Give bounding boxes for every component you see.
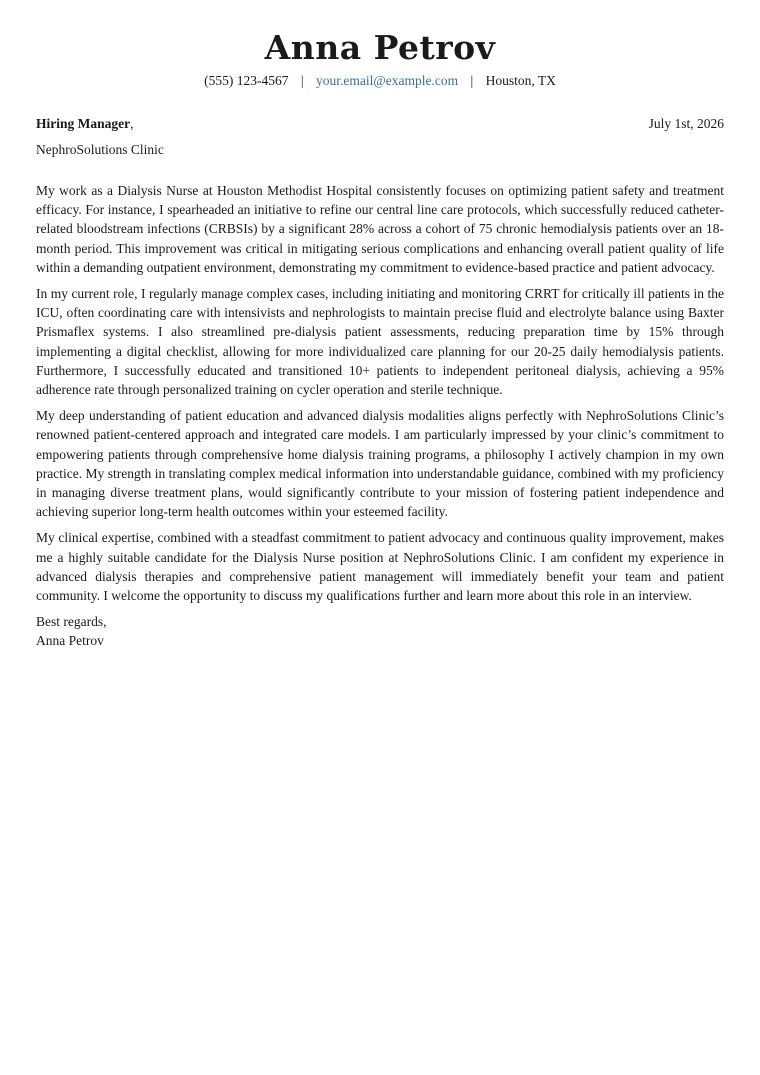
recipient-date-row — [36, 115, 724, 133]
body-paragraph: My deep understanding of patient education and advanced dialysis modalities aligns perfectly with NephroSolutions Clinic’s renowned patient-centered approach and integrated care models. I am particularly impressed by your clinic’s commitment to empowering patients through comprehensive home dialysis training programs, a philosophy I actively champion in my own practice. My strength in translating complex medical information into understandable guidance, combined with my proficiency in managing diverse treatment plans, would significantly contribute to your mission of fostering patient independence and achieving superior long-term health outcomes within your esteemed facility. — [36, 408, 724, 520]
recipient-organization: NephroSolutions Clinic — [36, 142, 164, 157]
closing-block — [36, 612, 724, 650]
recipient-title: Hiring Manager — [36, 116, 131, 131]
recipient-greeting — [36, 115, 134, 133]
location: Houston, TX — [485, 73, 556, 88]
contact-separator: | — [300, 73, 304, 88]
recipient-title-comma: , — [130, 116, 134, 131]
signature-name: Anna Petrov — [36, 633, 104, 649]
body-paragraph: My work as a Dialysis Nurse at Houston Methodist Hospital consistently focuses on optimizing patient safety and treatment efficacy. For instance, I spearheaded an initiative to refine our central line care protocols, which successfully reduced catheter-related bloodstream infections (CRBSIs) by a significant 28% across a cohort of 75 chronic hemodialysis patients over an 18-month period. This improvement was critical in mitigating serious complications and enhancing overall patient quality of life within a demanding outpatient environment, demonstrating my commitment to evidence-based practice and patient advocacy. — [36, 183, 724, 275]
phone-number: (555) 123-4567 — [204, 73, 289, 88]
email-link[interactable]: your.email@example.com — [315, 73, 459, 88]
letter-date: July 1st, 2026 — [648, 116, 724, 131]
body-paragraph: My clinical expertise, combined with a steadfast commitment to patient advocacy and continuous quality improvement, makes me a highly suitable candidate for the Dialysis Nurse position at NephroSolutions Clinic. I am confident my experience in advanced dialysis therapies and comprehensive patient management will immediately benefit your team and patient community. I welcome the opportunity to discuss my qualifications further and learn more about this role in an interview. — [36, 530, 724, 604]
contact-separator: | — [470, 73, 474, 88]
cover-letter-page — [36, 0, 724, 651]
body-paragraph: In my current role, I regularly manage complex cases, including initiating and monitoring CRRT for critically ill patients in the ICU, often coordinating care with intensivists and nephrologists to maintain precise fluid and electrolyte balance using Baxter Prismaflex systems. I also streamlined pre-dialysis patient assessments, reducing preparation time by 15% through implementing a digital checklist, allowing for more individualized care planning for our 20-25 daily hemodialysis patients. Furthermore, I successfully educated and transitioned 10+ patients to independent peritoneal dialysis, achieving a 95% adherence rate through personalized training on cycler operation and sterile technique. — [36, 286, 724, 398]
letter-body — [36, 181, 724, 605]
applicant-name: Anna Petrov — [264, 28, 496, 67]
closing-salutation: Best regards, — [36, 614, 107, 630]
contact-line — [36, 72, 724, 90]
